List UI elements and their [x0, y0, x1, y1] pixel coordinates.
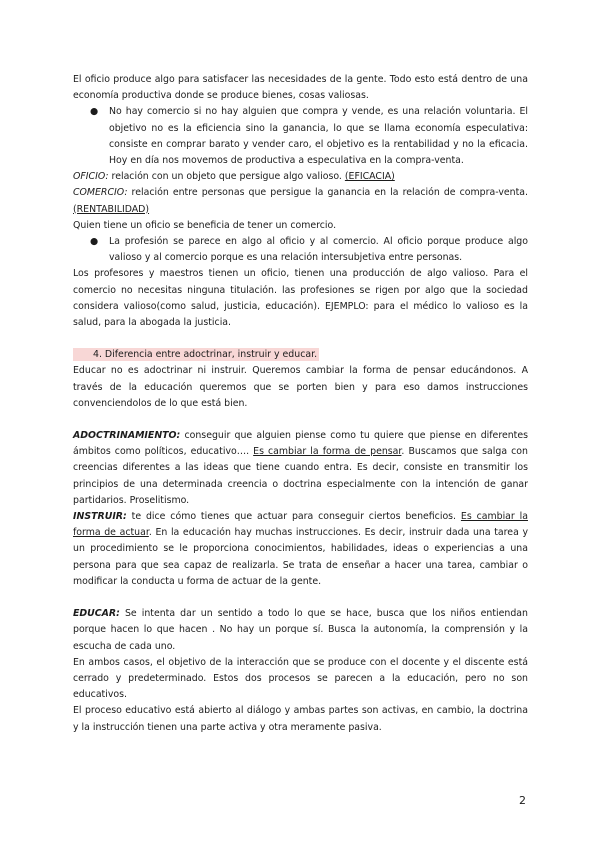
definition-comercio [73, 185, 528, 217]
definition-label: ADOCTRINAMIENTO: [73, 430, 181, 442]
bullet-comercio [73, 104, 528, 169]
definition-educar [73, 606, 528, 655]
definition-text: relación entre personas que persigue la ganancia en la relación de compra-venta. [127, 187, 528, 199]
definition-text: . Buscamos que salga con creencias diferentes a las ideas que tiene cuando entra. Es decir, consiste en transmitir los principios de una determinada creencia o doctrina especialmente con la intención de ganar partidarios. Proselitismo. [73, 446, 528, 506]
page-number: 2 [519, 794, 526, 807]
section-heading [73, 347, 528, 363]
definition-underline: Es cambiar la forma de pensar [253, 446, 402, 458]
bullet-icon: ● [90, 106, 99, 118]
definition-underline: Es cambiar la forma de actuar [73, 511, 528, 539]
section-heading-text: 4. Diferencia entre adoctrinar, instruir y educar. [73, 348, 319, 361]
spacer [73, 412, 528, 428]
bullet-profesion-text: La profesión se parece en algo al oficio y al comercio. Al oficio porque produce algo valioso y al comercio porque es una relación intersubjetiva entre personas. [109, 236, 528, 264]
paragraph-oficio-comercio: Quien tiene un oficio se beneficia de tener un comercio. [73, 219, 337, 231]
definition-label: EDUCAR: [73, 608, 120, 620]
definition-adoctrinamiento [73, 428, 528, 509]
definition-label: OFICIO: [73, 171, 109, 183]
definition-text: te dice cómo tienes que actuar para conseguir ciertos beneficios. [126, 511, 461, 523]
definition-text: conseguir que alguien piense como tu quiere que piense en diferentes ámbitos como políticos, educativo…. [73, 430, 528, 458]
definition-tag: (EFICACIA) [344, 171, 395, 183]
spacer [73, 590, 528, 606]
spacer [73, 331, 528, 347]
definition-label: COMERCIO: [73, 187, 128, 199]
definition-label: INSTRUIR: [73, 511, 127, 523]
bullet-profesion [73, 234, 528, 266]
paragraph-proceso-educativo: El proceso educativo está abierto al diálogo y ambas partes son activas, en cambio, la doctrina y la instrucción tienen una parte activa y otra meramente pasiva. [73, 705, 528, 733]
definition-oficio [73, 169, 528, 185]
definition-tag: (RENTABILIDAD) [73, 203, 150, 215]
paragraph-educar-intro: Educar no es adoctrinar ni instruir. Queremos cambiar la forma de pensar educándonos. A través de la educación queremos que se porten bien y para eso damos instrucciones convenciendolos de lo que está bien. [73, 365, 528, 409]
definition-text: Se intenta dar un sentido a todo lo que se hace, busca que los niños entiendan porque hacen lo que hacen . No hay un porque sí. Busca la autonomía, la comprensión y la escucha de cada uno. [73, 608, 528, 652]
definition-text: relación con un objeto que persigue algo valioso. [108, 171, 345, 183]
bullet-icon: ● [90, 236, 99, 248]
bullet-comercio-text: No hay comercio si no hay alguien que compra y vende, es una relación voluntaria. El objetivo no es la eficiencia sino la ganancia, lo que se llama economía especulativa: consiste en comprar barato y vender caro, el objetivo es la rentabilidad y no la eficacia. Hoy en día nos movemos de productiva a especulativa en la compra-venta. [109, 106, 528, 167]
paragraph-ambos-casos: En ambos casos, el objetivo de la interacción que se produce con el docente y el discente está cerrado y predeterminado. Estos dos procesos se parecen a la educación, pero no son educativos. [73, 656, 528, 701]
definition-text: . En la educación hay muchas instrucciones. Es decir, instruir dada una tarea y un procedimiento se le proporciona conocimientos, habilidades, ideas o experiencias a una persona para que sea capaz de realizarla. Se trata de enseñar a hacer una tarea, cambiar o modificar la conducta u forma de actuar de la gente. [73, 527, 528, 587]
body-text [73, 72, 528, 736]
paragraph-profesores: Los profesores y maestros tienen un oficio, tienen una producción de algo valioso. Para el comercio no necesitas ninguna titulación. las profesiones se rigen por algo que la sociedad considera valioso(como salud, justicia, educación). EJEMPLO: para el médico lo valioso es la salud, para la abogada la justicia. [73, 268, 528, 329]
paragraph-oficio-intro: El oficio produce algo para satisfacer las necesidades de la gente. Todo esto está dentro de una economía productiva donde se produce bienes, cosas valiosas. [73, 74, 528, 102]
definition-instruir [73, 509, 528, 590]
